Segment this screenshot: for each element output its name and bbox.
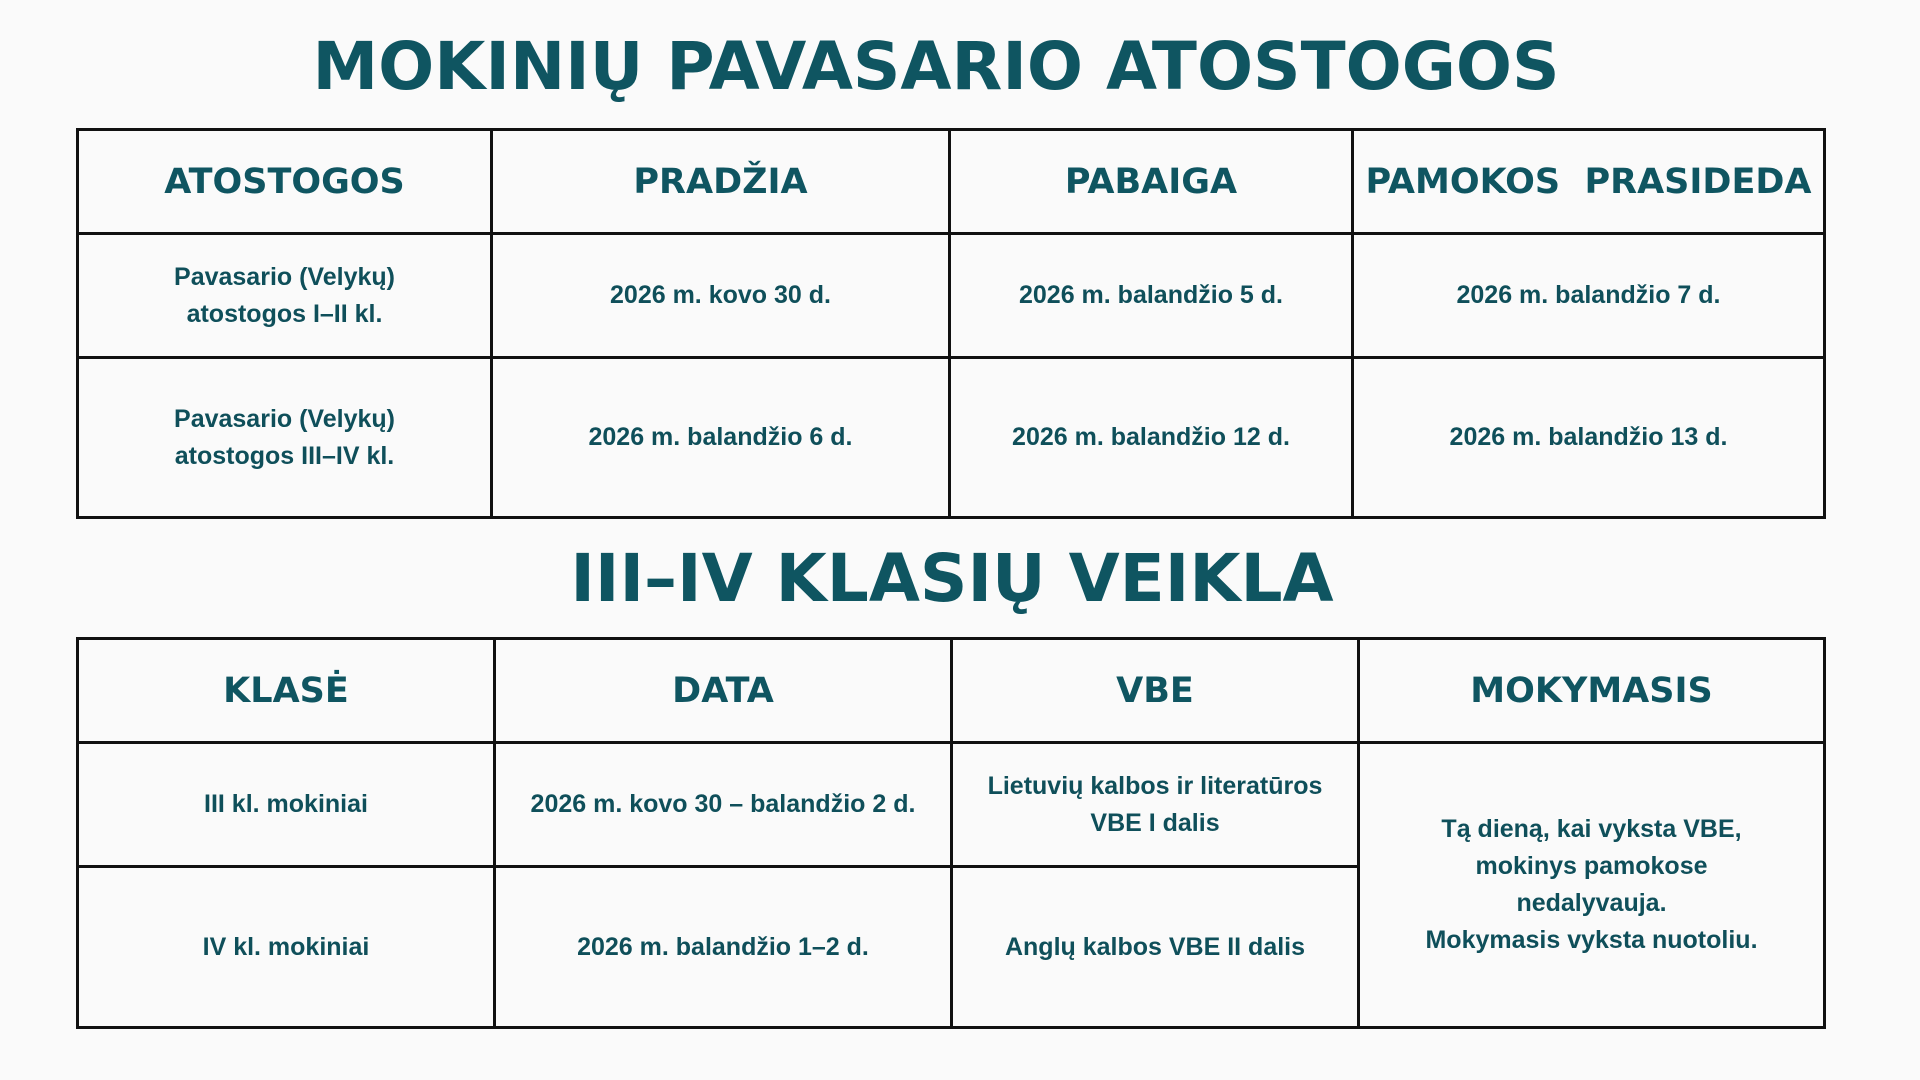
column-header-date: DATA bbox=[495, 639, 952, 743]
page-title: MOKINIŲ PAVASARIO ATOSTOGOS bbox=[312, 28, 1560, 105]
vacation-name-line: atostogos III–IV kl. bbox=[174, 441, 395, 470]
vacation-name-cell bbox=[78, 234, 492, 358]
column-header-class: KLASĖ bbox=[78, 639, 495, 743]
vacation-name-line: Pavasario (Velykų) bbox=[174, 404, 395, 433]
learning-note-line: nedalyvauja. bbox=[1516, 889, 1667, 917]
start-date-cell: 2026 m. balandžio 6 d. bbox=[492, 358, 950, 518]
learning-note-line: mokinys pamokose bbox=[1475, 852, 1708, 880]
date-cell: 2026 m. kovo 30 – balandžio 2 d. bbox=[495, 743, 952, 867]
learning-note-line: Mokymasis vyksta nuotoliu. bbox=[1425, 926, 1758, 954]
vacation-name-line: Pavasario (Velykų) bbox=[174, 262, 395, 291]
column-header-vacation: ATOSTOGOS bbox=[78, 130, 492, 234]
vbe-cell: Anglų kalbos VBE II dalis bbox=[952, 867, 1359, 1028]
table-header-row bbox=[78, 639, 1825, 743]
table-row bbox=[78, 234, 1825, 358]
start-date-cell: 2026 m. kovo 30 d. bbox=[492, 234, 950, 358]
column-header-vbe: VBE bbox=[952, 639, 1359, 743]
class-cell: III kl. mokiniai bbox=[78, 743, 495, 867]
class-cell: IV kl. mokiniai bbox=[78, 867, 495, 1028]
vbe-cell bbox=[952, 743, 1359, 867]
column-header-learning: MOKYMASIS bbox=[1359, 639, 1825, 743]
learning-note-cell bbox=[1359, 743, 1825, 1028]
column-header-start: PRADŽIA bbox=[492, 130, 950, 234]
table-row bbox=[78, 358, 1825, 518]
vbe-line: Lietuvių kalbos ir literatūros bbox=[987, 771, 1323, 800]
vacation-name-line: atostogos I–II kl. bbox=[186, 299, 383, 328]
vacation-table bbox=[76, 128, 1826, 519]
vacation-name-cell bbox=[78, 358, 492, 518]
vbe-line: VBE I dalis bbox=[1090, 808, 1220, 837]
end-date-cell: 2026 m. balandžio 5 d. bbox=[950, 234, 1353, 358]
lessons-start-cell: 2026 m. balandžio 7 d. bbox=[1353, 234, 1825, 358]
column-header-lessons-start: PAMOKOS PRASIDEDA bbox=[1353, 130, 1825, 234]
column-header-end: PABAIGA bbox=[950, 130, 1353, 234]
table-row bbox=[78, 743, 1825, 867]
section-title: III–IV KLASIŲ VEIKLA bbox=[570, 540, 1334, 617]
lessons-start-cell: 2026 m. balandžio 13 d. bbox=[1353, 358, 1825, 518]
learning-note-line: Tą dieną, kai vyksta VBE, bbox=[1441, 815, 1742, 843]
table-header-row bbox=[78, 130, 1825, 234]
activities-table bbox=[76, 637, 1826, 1029]
date-cell: 2026 m. balandžio 1–2 d. bbox=[495, 867, 952, 1028]
end-date-cell: 2026 m. balandžio 12 d. bbox=[950, 358, 1353, 518]
